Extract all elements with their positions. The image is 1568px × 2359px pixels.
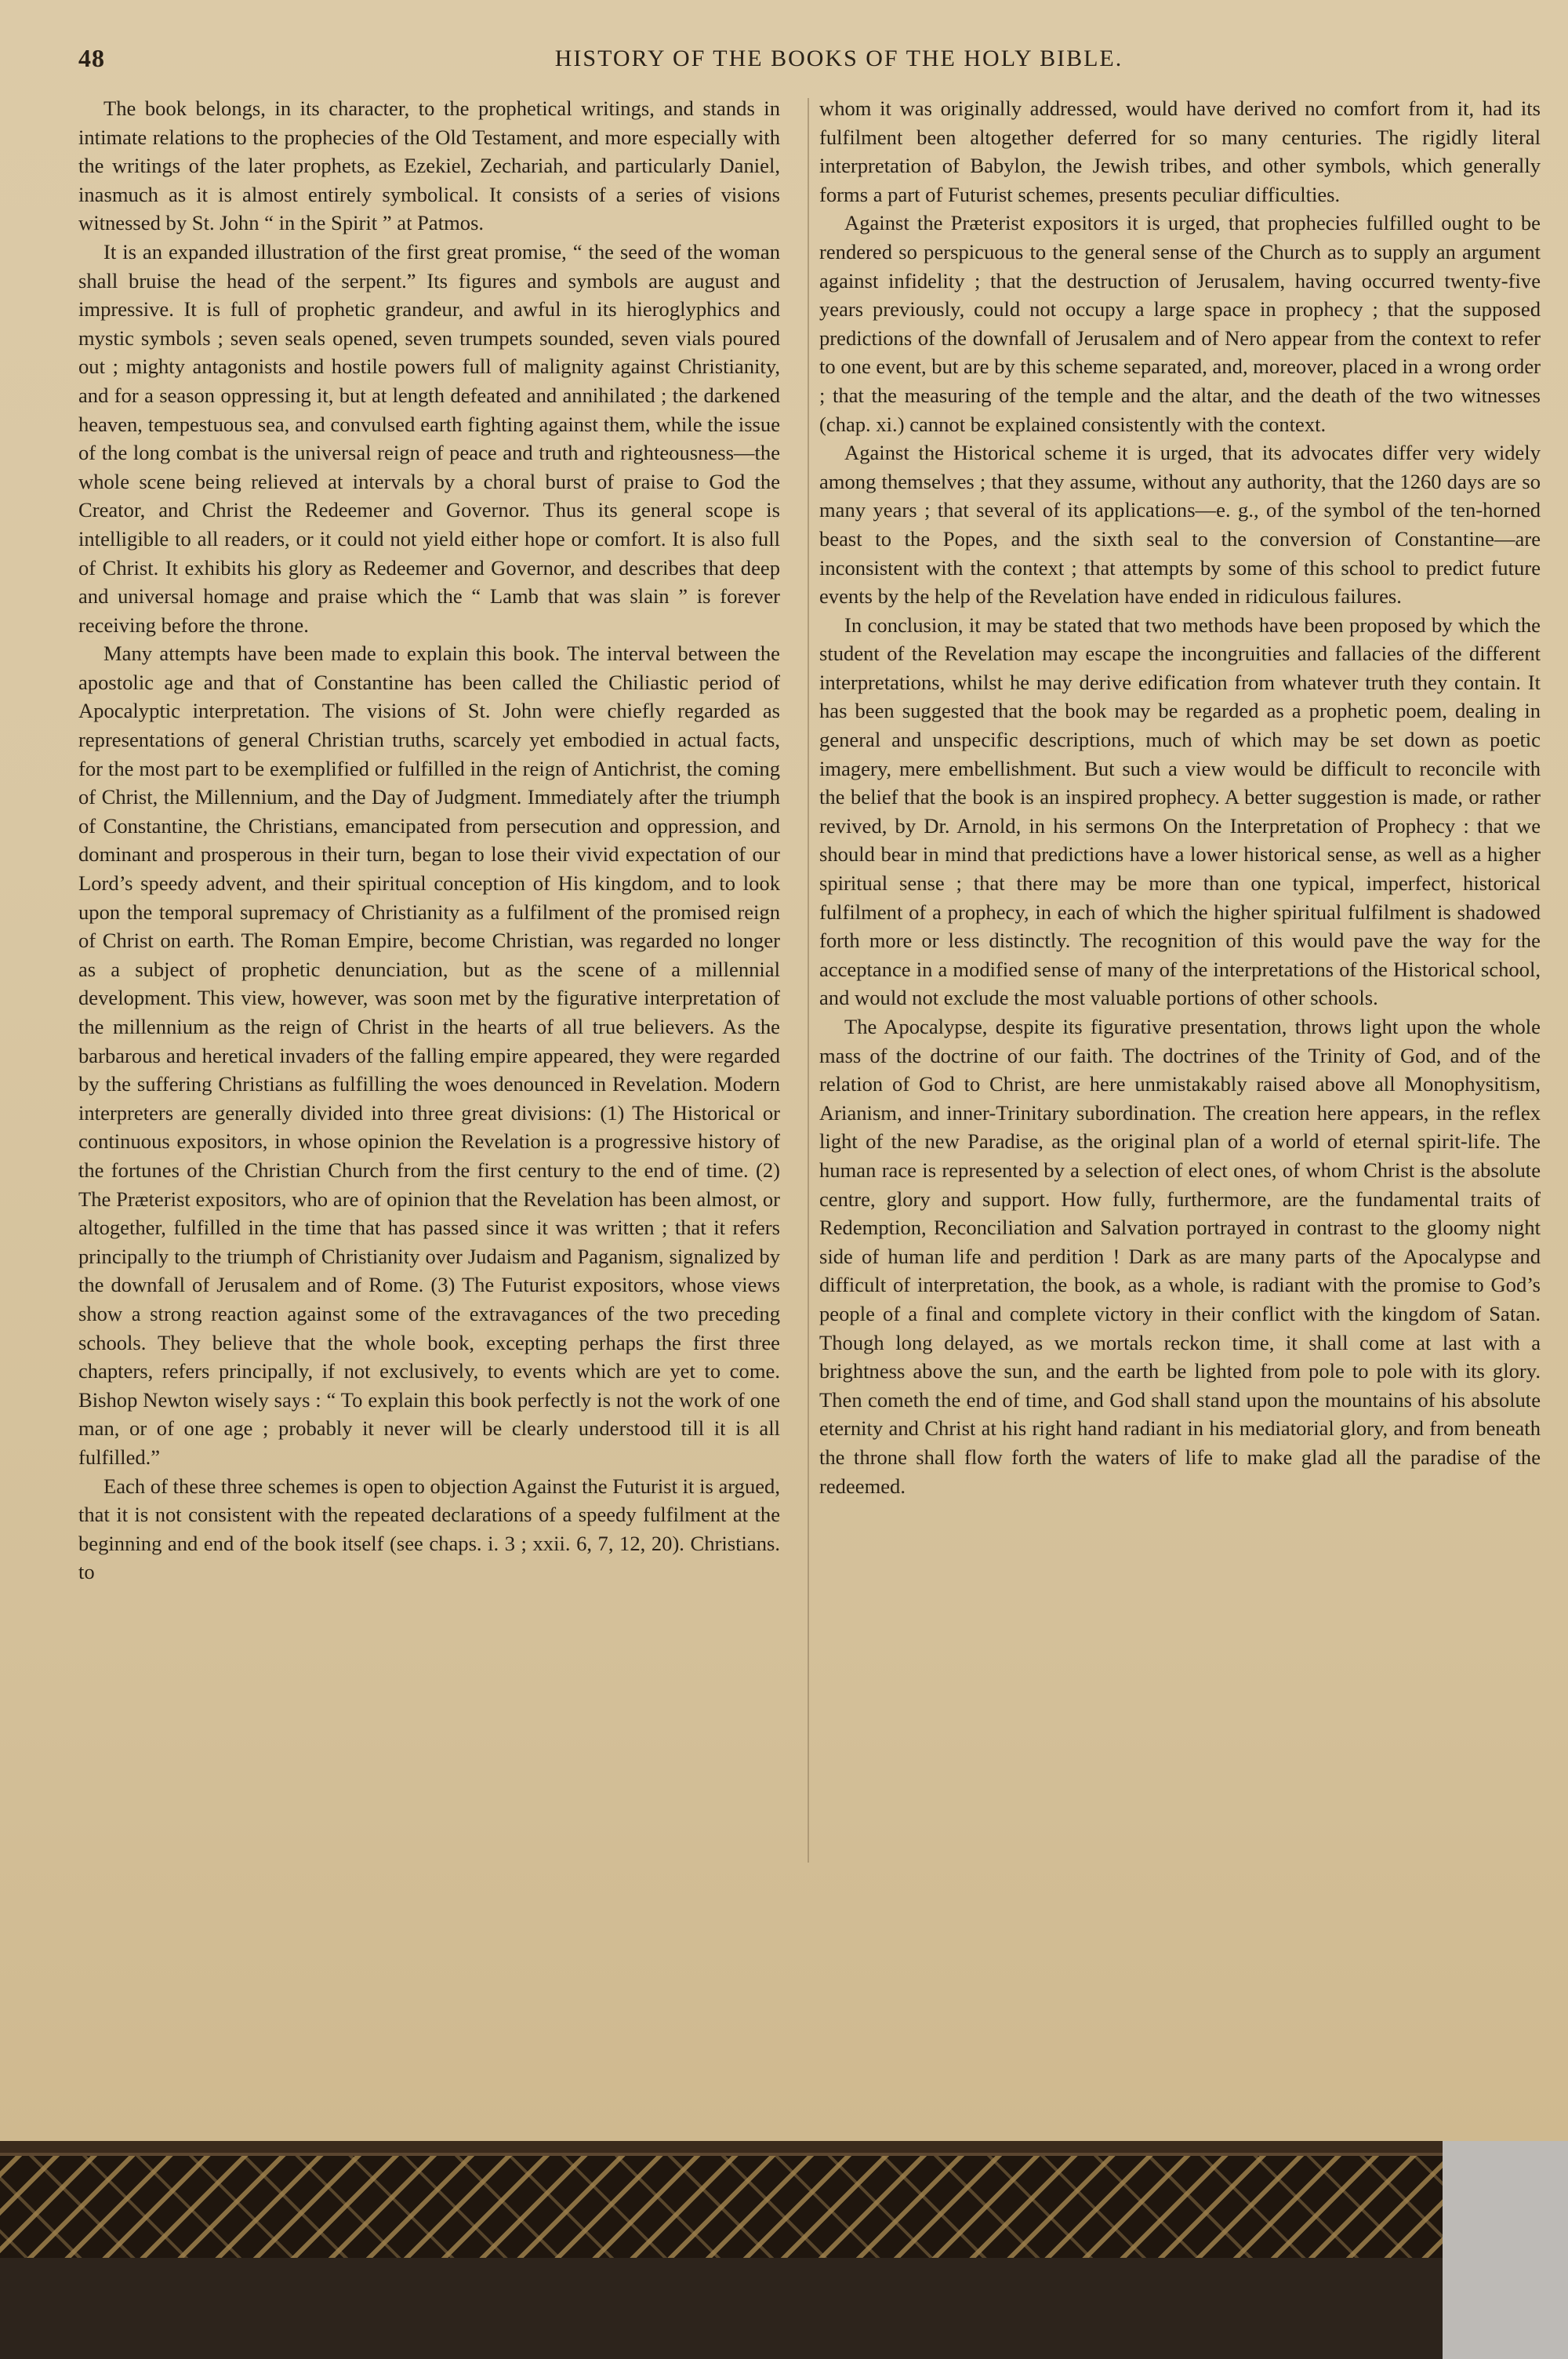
running-title: HISTORY OF THE BOOKS OF THE HOLY BIBLE. bbox=[554, 45, 1123, 71]
paragraph: In conclusion, it may be stated that two methods have been proposed by which the student of the Revelation may escape the incongruities and fallacies of the different interpretations, whilst he may derive edification from whatever truth they contain. It has been suggested that the book may be regarded as a prophetic poem, dealing in general and unspecific descriptions, much of which may be set down as poetic imagery, mere embellishment. But such a view would be difficult to reconcile with the belief that the book is an inspired prophecy. A better suggestion is made, or rather revived, by Dr. Arnold, in his sermons On the Interpretation of Prophecy : that we should bear in mind that predictions have a lower historical sense, as well as a higher spiritual sense ; that there may be more than one typical, imperfect, historical fulfilment of a prophecy, in each of which the higher spiritual fulfilment is shadowed forth more or less distinctly. The recognition of this would pave the way for the acceptance in a modified sense of many of the interpretations of the Historical school, and would not exclude the most valuable portions of other schools. bbox=[819, 612, 1541, 1010]
right-column bbox=[819, 94, 1541, 1500]
paragraph: whom it was originally addressed, would have derived no comfort from it, had its fulfilment been altogether deferred for so many centuries. The rigidly literal interpretation of Babylon, the Jewish tribes, and other symbols, which generally forms a part of Futurist schemes, presents peculiar difficulties. bbox=[819, 96, 1541, 206]
paragraph: Against the Præterist expositors it is urged, that prophecies fulfilled ought to be rendered so perspicuous to the general sense of the Church as to supply an argument against infidelity ; that the destruction of Jerusalem, having occurred twenty-five years previously, could not occupy a large space in prophecy ; that the supposed predictions of the downfall of Jerusalem and of Nero appear from the context to refer to one event, but are by this scheme separated, and, moreover, placed in a wrong order ; that the measuring of the temple and the altar, and the death of the two witnesses (chap. xi.) cannot be explained consistently with the context. bbox=[819, 211, 1541, 436]
table-surface bbox=[0, 2255, 1443, 2359]
paragraph: Many attempts have been made to explain this book. The interval between the apostolic age and that of Constantine has been called the Chiliastic period of Apocalyptic interpretation. The visions of St. John were chiefly regarded as representations of general Christian truths, scarcely yet embodied in actual facts, for the most part to be exemplified or fulfilled in the reign of Antichrist, the coming of Christ, the Millennium, and the Day of Judgment. Immediately after the triumph of Constantine, the Christians, emancipated from persecution and oppression, and dominant and prosperous in their turn, began to lose their vivid expectation of our Lord’s speedy advent, and their spiritual conception of His kingdom, and to look upon the temporal supremacy of Christianity as a fulfilment of the promised reign of Christ on earth. The Roman Empire, become Christian, was regarded no longer as a subject of prophetic denunciation, but as the scene of a millennial development. This view, however, was soon met by the figurative interpretation of the millennium as the reign of Christ in the hearts of all true believers. As the barbarous and heretical invaders of the falling empire appeared, they were regarded by the suffering Christians as fulfilling the woes denounced in Revelation. Modern interpreters are generally divided into three great divisions: (1) The Historical or continuous expositors, in whose opinion the Revelation is a progressive history of the fortunes of the Christian Church from the first century to the end of time. (2) The Præterist expositors, who are of opinion that the Revelation has been almost, or altogether, fulfilled in the time that has passed since it was written ; that it refers principally to the triumph of Christianity over Judaism and Paganism, signalized by the downfall of Jerusalem and of Rome. (3) The Futurist expositors, whose views show a strong reaction against some of the extravagances of the two preceding schools. They believe that the whole book, excepting perhaps the first three chapters, refers principally, if not exclusively, to events which are yet to come. Bishop Newton wisely says : “ To explain this book perfectly is not the work of one man, or of one age ; probably it never will be clearly understood till it is all fulfilled.” bbox=[78, 642, 780, 1469]
page-header bbox=[78, 44, 1552, 83]
decorative-binding-edge bbox=[0, 2153, 1443, 2258]
left-column bbox=[78, 94, 780, 1587]
background-wall bbox=[1443, 2141, 1568, 2359]
page-number: 48 bbox=[78, 44, 105, 72]
paragraph: The book belongs, in its character, to the prophetical writings, and stands in intimate relations to the prophecies of the Old Testament, and more especially with the writings of the later prophets, as Ezekiel, Zechariah, and particularly Daniel, inasmuch as it is almost entirely symbolical. It consists of a series of visions witnessed by St. John “ in the Spirit ” at Patmos. bbox=[78, 96, 780, 235]
paragraph: It is an expanded illustration of the first great promise, “ the seed of the woman shall bruise the head of the serpent.” Its figures and symbols are august and impressive. It is full of prophetic grandeur, and awful in its hieroglyphics and mystic symbols ; seven seals opened, seven trumpets sounded, seven vials poured out ; mighty antagonists and hostile powers full of malignity against Christianity, and for a season oppressing it, but at length defeated and annihilated ; the darkened heaven, tempestuous sea, and convulsed earth fighting against them, while the issue of the long combat is the universal reign of peace and truth and righteousness—the whole scene being relieved at intervals by a choral burst of praise to God the Creator, and Christ the Redeemer and Governor. Thus its general scope is intelligible to all readers, or it could not yield either hope or comfort. It is also full of Christ. It exhibits his glory as Redeemer and Governor, and describes that deep and universal homage and praise which the “ Lamb that was slain ” is forever receiving before the throne. bbox=[78, 239, 780, 637]
paragraph: Each of these three schemes is open to objection Against the Futurist it is argued, that it is not consistent with the repeated declarations of a speedy fulfilment at the beginning and end of the book itself (see chaps. i. 3 ; xxii. 6, 7, 12, 20). Christians. to bbox=[78, 1474, 780, 1584]
column-divider bbox=[808, 98, 809, 1863]
paragraph: Against the Historical scheme it is urged, that its advocates differ very widely among themselves ; that they assume, without any authority, that the 1260 days are so many years ; that several of its applications—e. g., of the symbol of the ten-horned beast to the Popes, and the sixth seal to the conversion of Constantine—are inconsistent with the context ; that attempts by some of this school to predict future events by the help of the Revelation have ended in ridiculous failures. bbox=[819, 441, 1541, 609]
paragraph: The Apocalypse, despite its figurative presentation, throws light upon the whole mass of the doctrine of our faith. The doctrines of the Trinity of God, and of the relation of God to Christ, are here unmistakably raised above all Monophysitism, Arianism, and inner-Trinitary subordination. The creation here appears, in the reflex light of the new Paradise, as the original plan of a world of eternal spirit-life. The human race is represented by a selection of elect ones, of whom Christ is the absolute centre, glory and support. How fully, furthermore, are the fundamental traits of Redemption, Reconciliation and Salvation portrayed in contrast to the gloomy night side of human life and perdition ! Dark as are many parts of the Apocalypse and difficult of interpretation, the book, as a whole, is radiant with the promise to God’s people of a final and complete victory in their conflict with the kingdom of Satan. Though long delayed, as we mortals reckon time, it shall come at last with a brightness above the sun, and the earth be lighted from pole to pole with its glory. Then cometh the end of time, and God shall stand upon the mountains of his absolute eternity and Christ at his right hand radiant in his mediatorial glory, and from beneath the throne shall flow forth the waters of life to make glad all the paradise of the redeemed. bbox=[819, 1015, 1541, 1498]
